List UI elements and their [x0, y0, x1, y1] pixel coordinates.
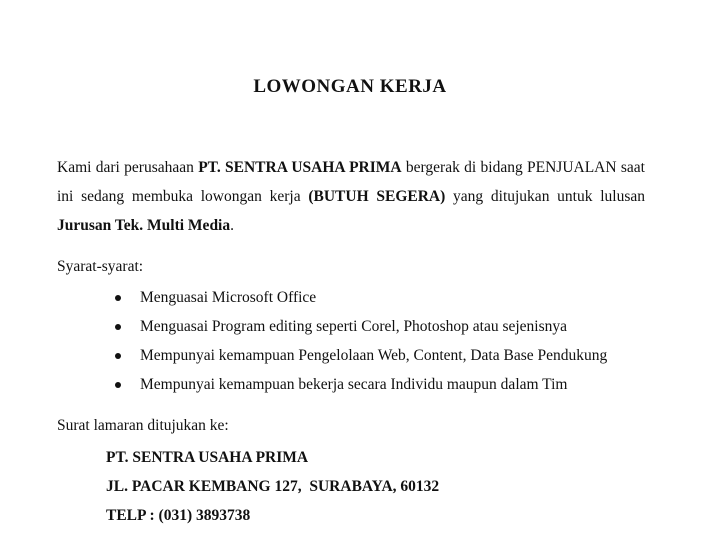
address-label: Surat lamaran ditujukan ke: [57, 417, 229, 434]
intro-text-1: Kami dari perusahaan [57, 159, 199, 176]
requirements-list [115, 283, 607, 399]
address-company: PT. SENTRA USAHA PRIMA [106, 449, 309, 466]
list-item [115, 283, 607, 312]
intro-text-3: yang ditujukan untuk lulusan [445, 188, 646, 205]
bullet-icon [115, 324, 121, 330]
list-item [115, 312, 607, 341]
bullet-icon [115, 295, 121, 301]
requirement-text: Mempunyai kemampuan Pengelolaan Web, Content, Data Base Pendukung [140, 347, 608, 364]
address-block [106, 443, 439, 530]
document-title: LOWONGAN KERJA [253, 76, 447, 97]
bullet-icon [115, 382, 121, 388]
intro-text-2: bergerak di bidang PENJUALAN saat ini sedang membuka lowongan kerja [57, 159, 645, 205]
intro-major: Jurusan Tek. Multi Media [57, 217, 231, 234]
bullet-icon [115, 353, 121, 359]
requirements-label: Syarat-syarat: [57, 258, 144, 275]
intro-text-4: . [230, 217, 234, 234]
address-street: JL. PACAR KEMBANG 127, SURABAYA, 60132 [106, 478, 440, 495]
requirement-text: Menguasai Microsoft Office [140, 289, 317, 306]
list-item [115, 341, 607, 370]
requirement-text: Mempunyai kemampuan bekerja secara Individu maupun dalam Tim [140, 376, 568, 393]
list-item [115, 370, 607, 399]
intro-urgent-label: (BUTUH SEGERA) [308, 188, 446, 205]
requirement-text: Menguasai Program editing seperti Corel, Photoshop atau sejenisnya [140, 318, 568, 335]
intro-company-name: PT. SENTRA USAHA PRIMA [198, 159, 402, 176]
intro-paragraph [57, 153, 645, 240]
address-phone: TELP : (031) 3893738 [106, 507, 251, 524]
